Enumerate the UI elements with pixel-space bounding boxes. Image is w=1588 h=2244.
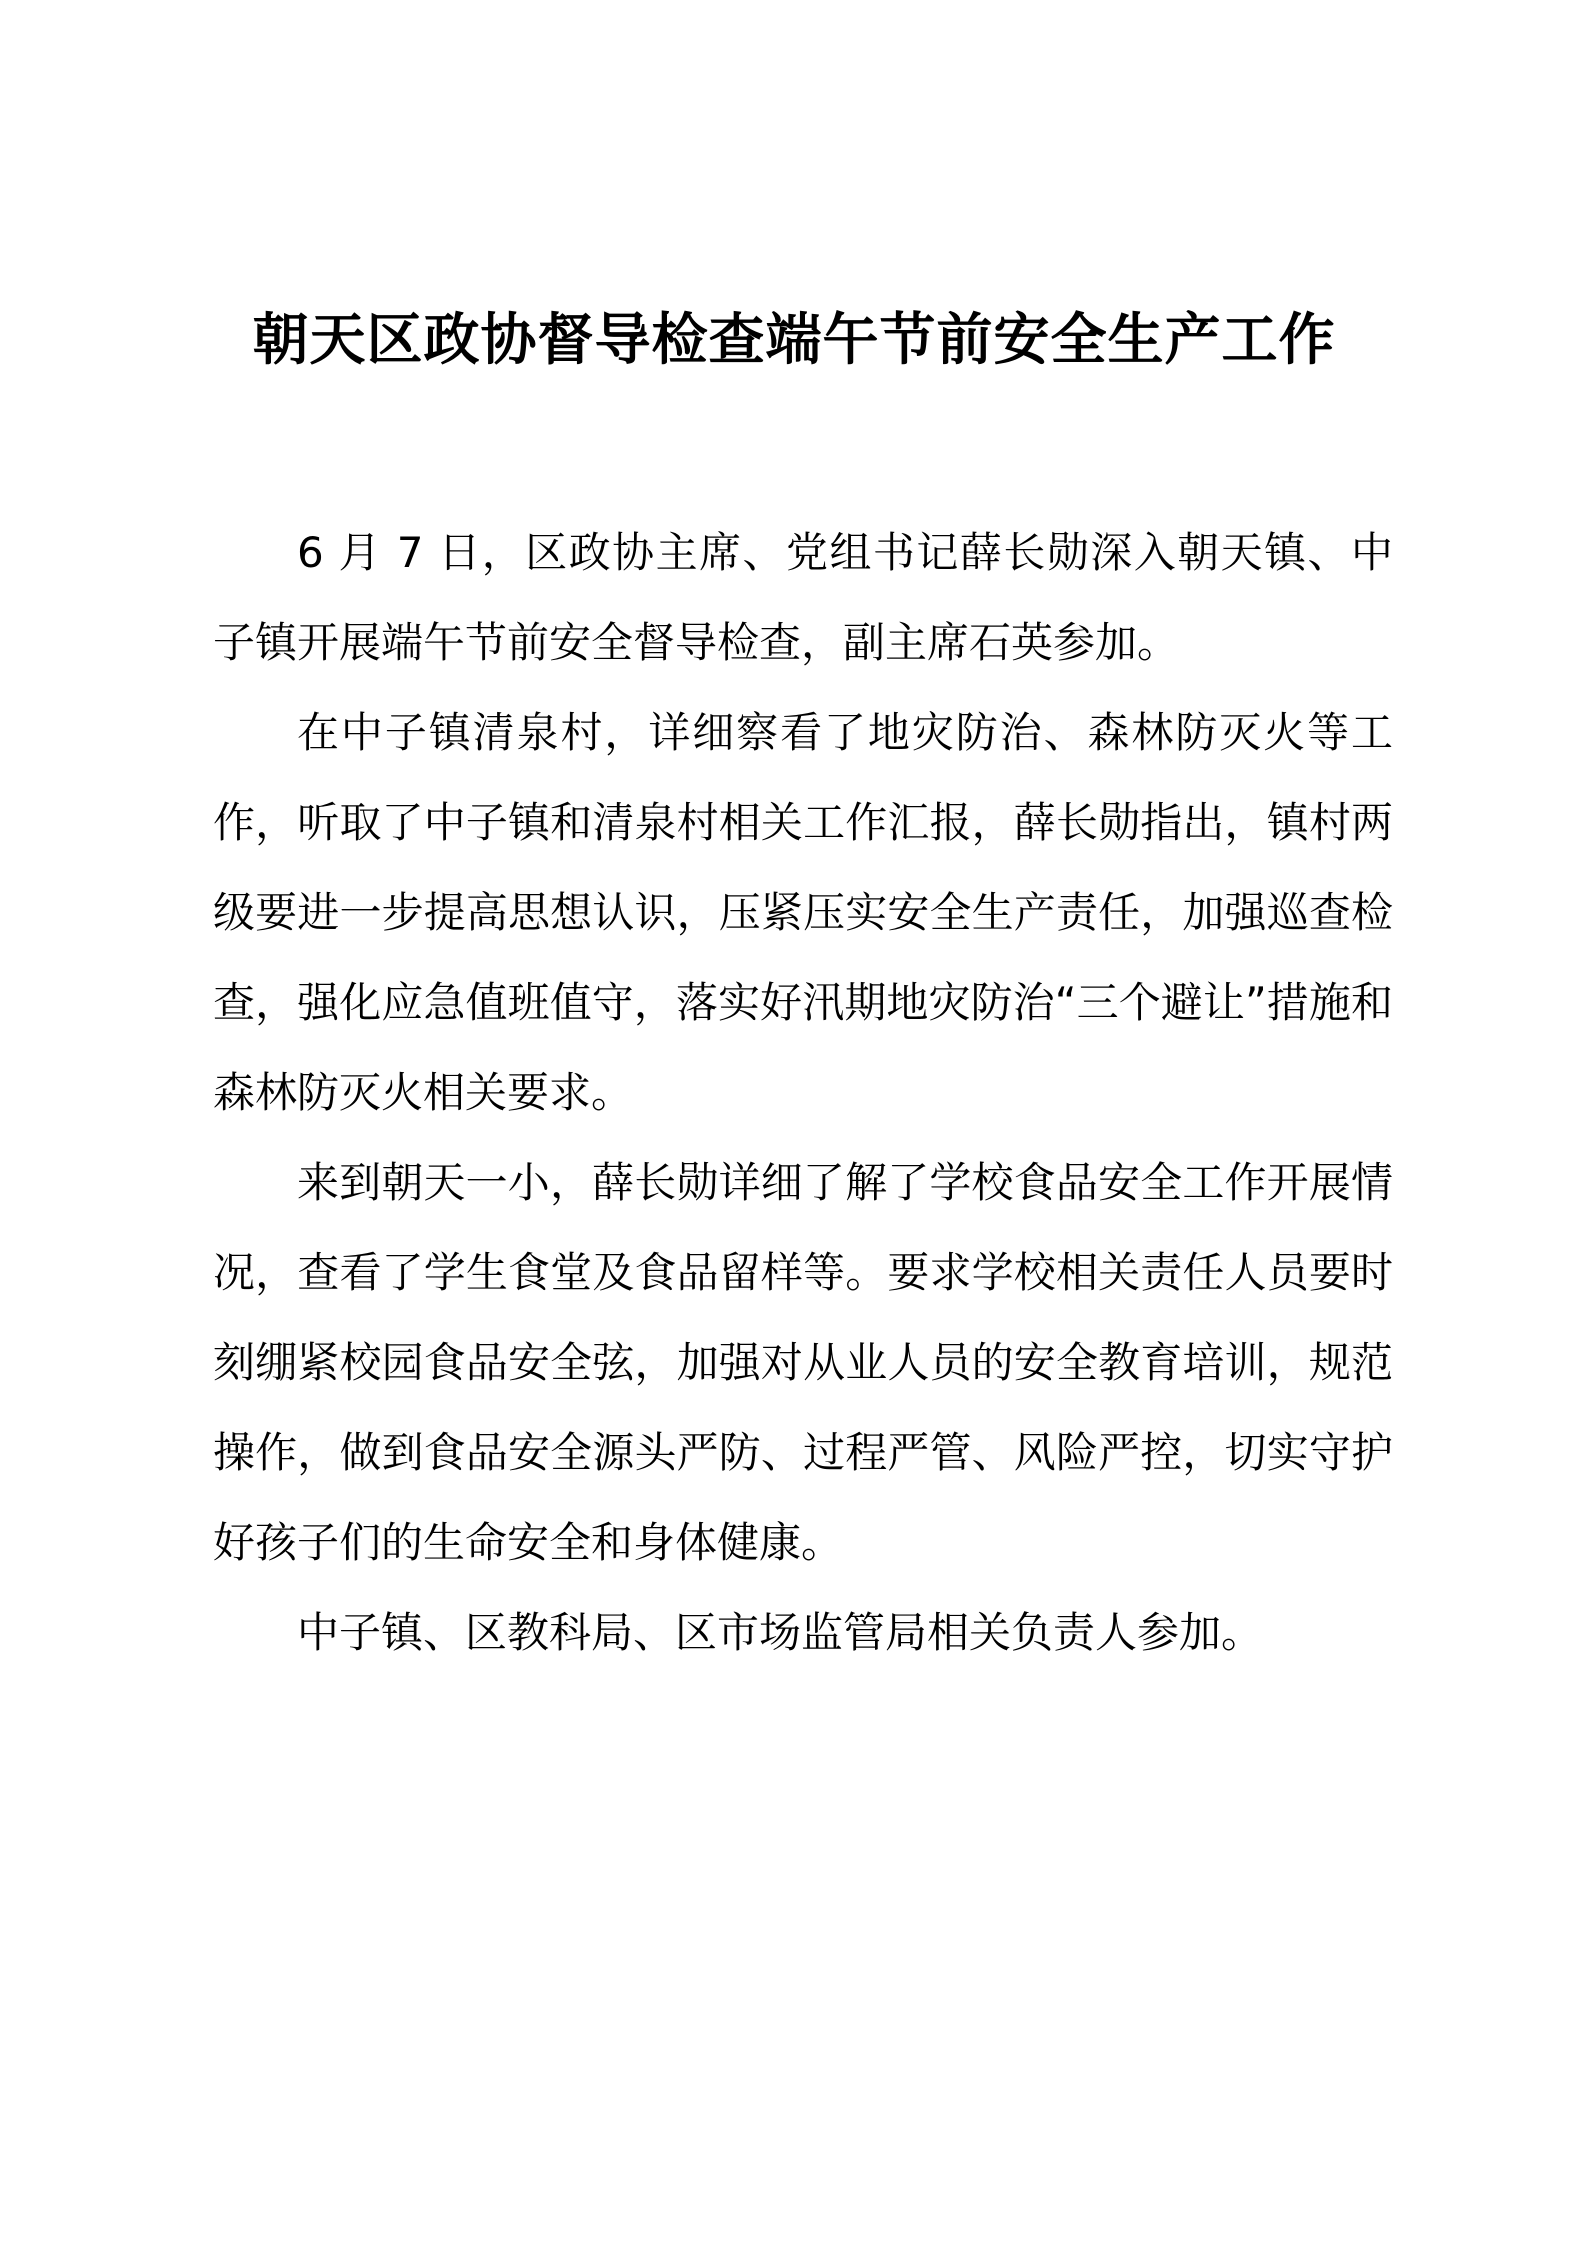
document-title: 朝天区政协督导检查端午节前安全生产工作 xyxy=(252,307,1336,373)
paragraph-3: 来到朝天一小，薛长勋详细了解了学校食品安全工作开展情况，查看了学生食堂及食品留样等。要求学校相关责任人员要时刻绷紧校园食品安全弦，加强对从业人员的安全教育培训，规范操作，做到食品安全源头严防、过程严管、风险严控，切实守护好孩子们的生命安全和身体健康。 xyxy=(213,1158,1393,1567)
paragraph-4: 中子镇、区教科局、区市场监管局相关负责人参加。 xyxy=(297,1608,1264,1657)
paragraph-1: 6 月 7 日，区政协主席、党组书记薛长勋深入朝天镇、中子镇开展端午节前安全督导检查，副主席石英参加。 xyxy=(213,528,1393,667)
paragraph-2: 在中子镇清泉村，详细察看了地灾防治、森林防灭火等工作，听取了中子镇和清泉村相关工作汇报，薛长勋指出，镇村两级要进一步提高思想认识，压紧压实安全生产责任，加强巡查检查，强化应急值班值守，落实好汛期地灾防治“三个避让”措施和森林防灭火相关要求。 xyxy=(213,708,1393,1117)
document-body xyxy=(213,508,1393,1678)
